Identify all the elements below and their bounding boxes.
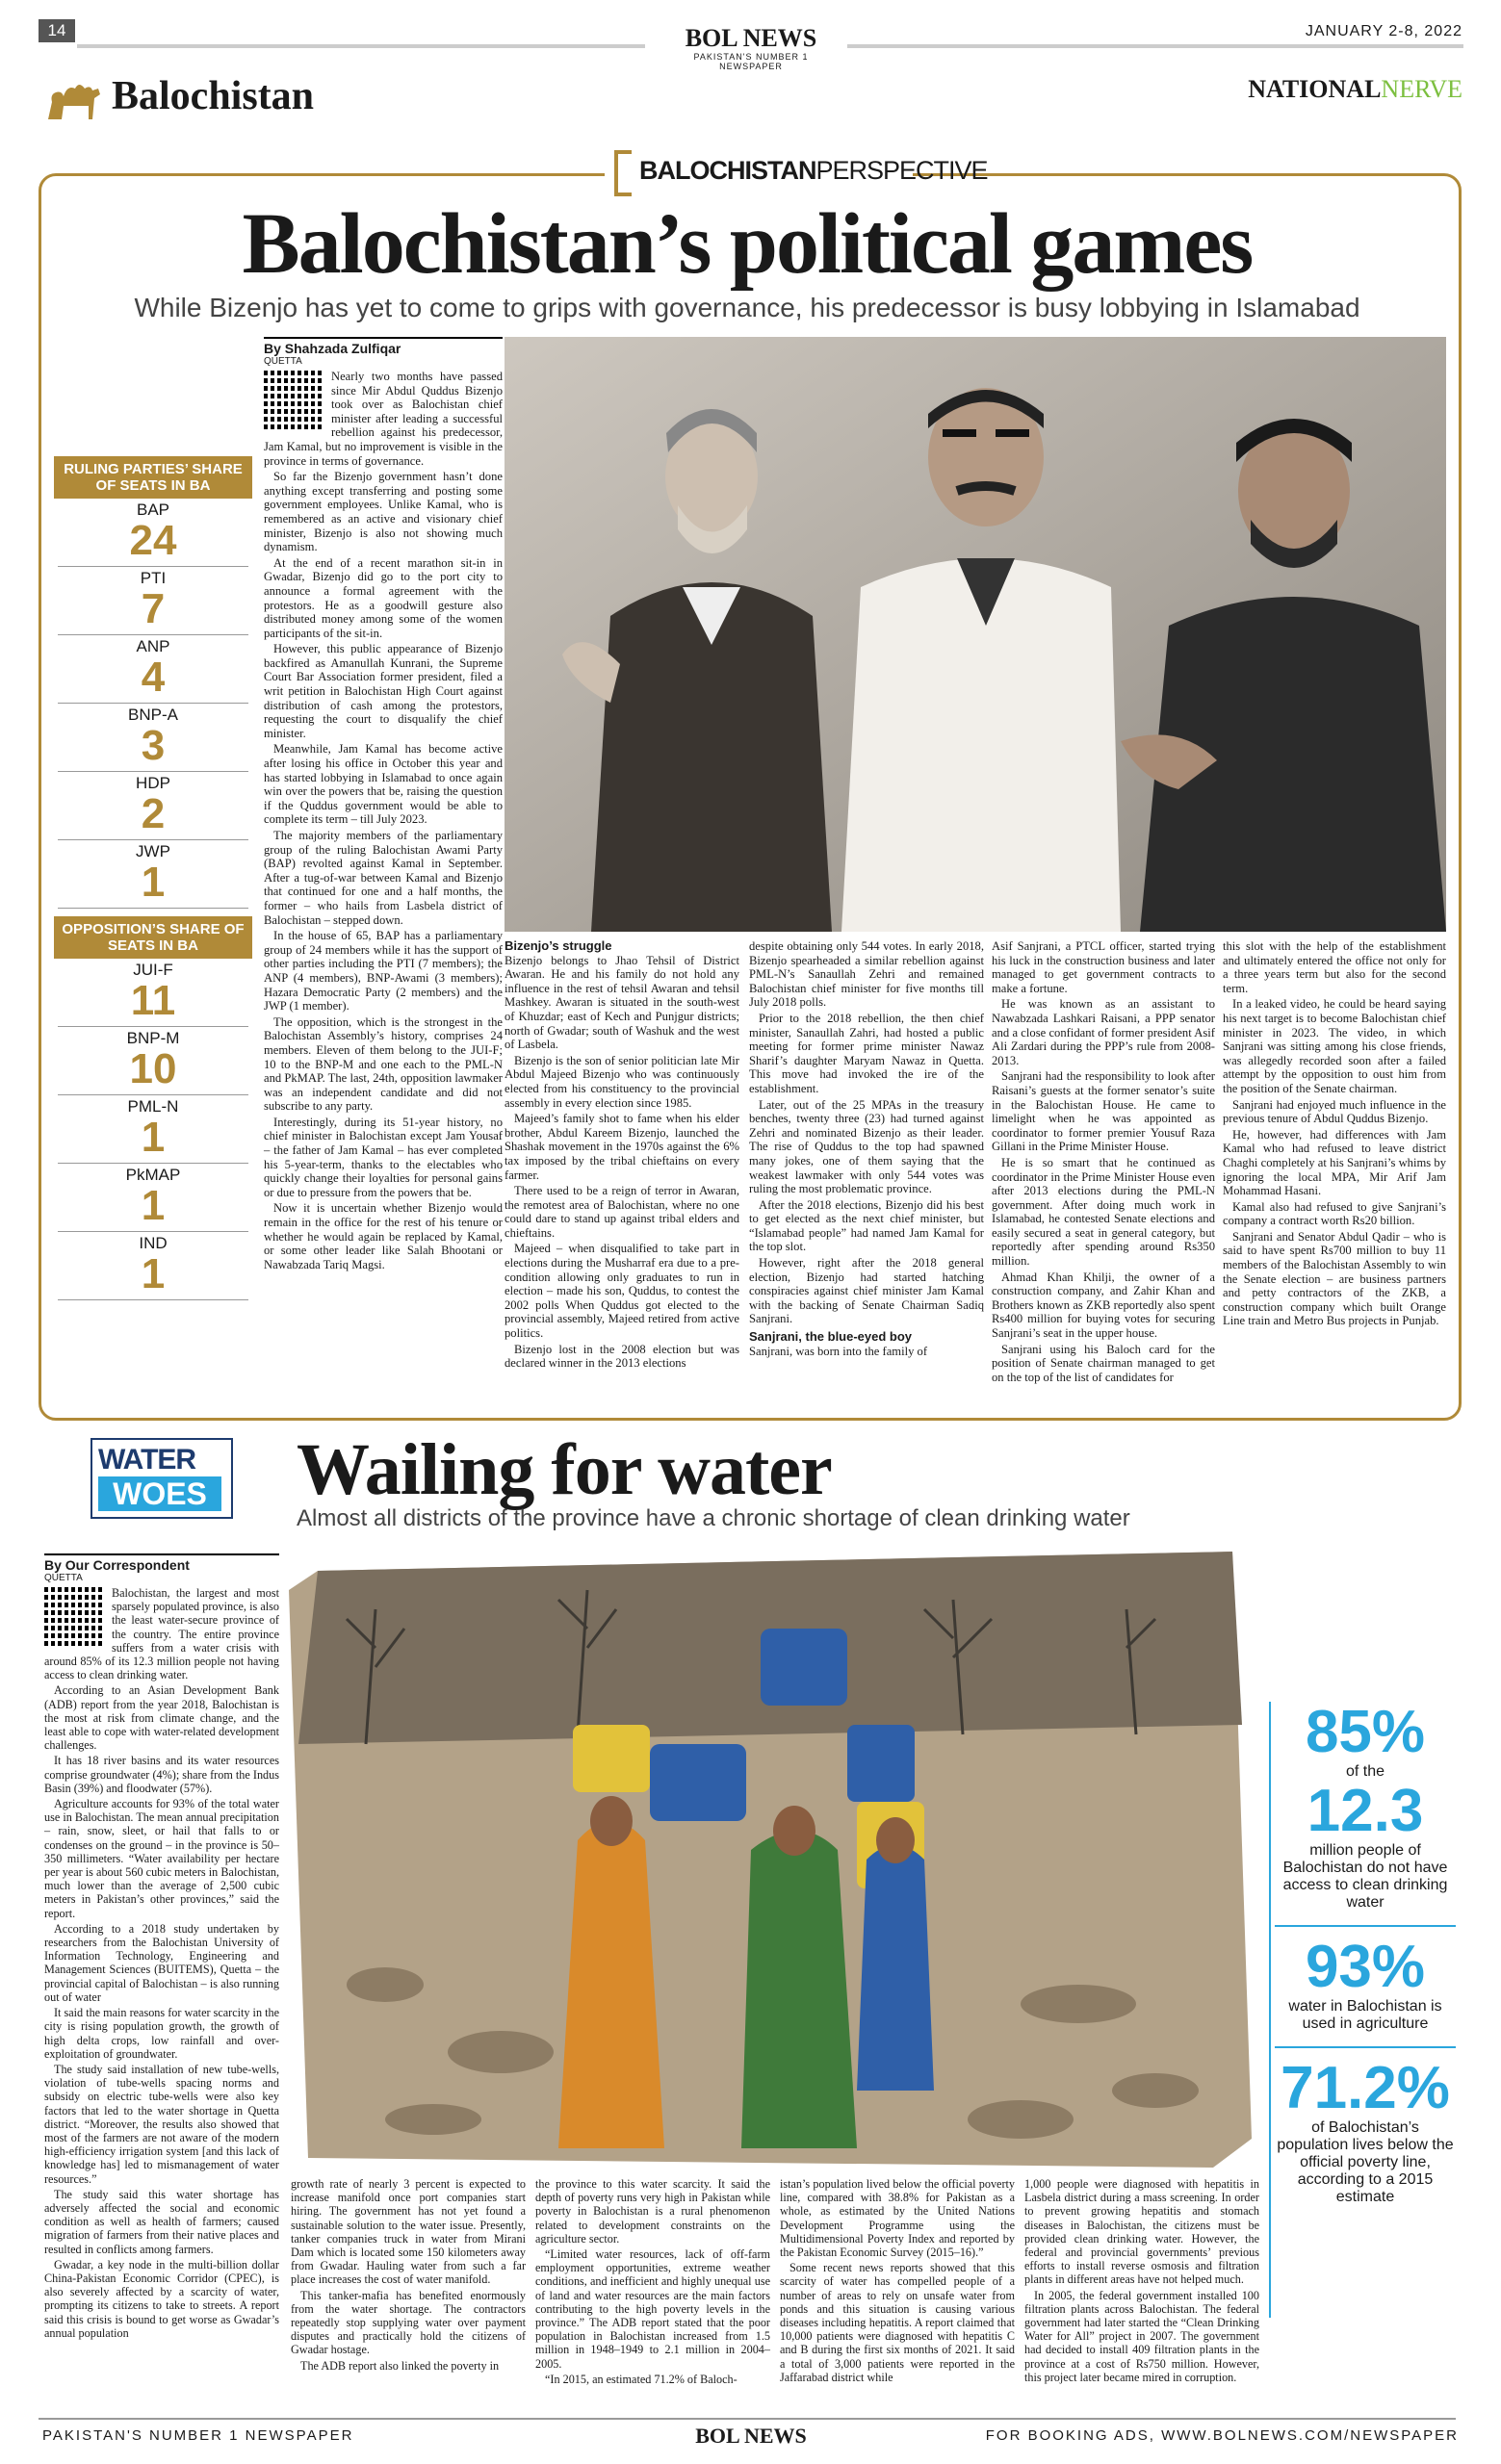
stat-label: water in Balochistan is used in agriculture	[1288, 1998, 1442, 2032]
paragraph: Gwadar, a key node in the multi-billion dollar China-Pakistan Economic Corridor (CPEC), is also severely affected by a scarcity of water, prompting its citizens to take to streets. A report said this crisis is bound to get worse as Gwadar’s annual population	[44, 2257, 279, 2340]
seat-row	[58, 772, 248, 840]
section-title: Balochistan	[112, 74, 315, 118]
story1-col2	[505, 939, 739, 1373]
story2-col5	[1024, 2177, 1259, 2386]
party-name: PTI	[140, 569, 167, 587]
paragraph: “In 2015, an estimated 71.2% of Baloch-	[545, 2372, 738, 2386]
paragraph: despite obtaining only 544 votes. In early 2018, Bizenjo spearheaded a similar rebellion against PML-N’s Sanaullah Zehri and remained Balochistan chief minister for five months till July 2018 polls.	[749, 939, 984, 1010]
stat-label: of the	[1345, 1763, 1385, 1780]
paragraph: He is so smart that he continued as coordinator in the Prime Minister House even after 2013 elections during the PML-N government. After doing much work in Islamabad, he contested Senate elections and easily secured a seat in general category, but reportedly after spending around Rs350 million.	[992, 1155, 1215, 1269]
paragraph: At the end of a recent marathon sit-in in Gwadar, Bizenjo did go to the port city to announce a formal agreement with the protestors. He as a goodwill gesture also distributed money among some of the women participants of the sit-in.	[264, 555, 503, 640]
party-name: ANP	[136, 637, 170, 655]
kicker-balochistan: BALOCHISTAN	[639, 156, 816, 185]
party-name: BNP-A	[128, 706, 178, 724]
stat-block	[1275, 1925, 1456, 2033]
paragraph: It said the main reasons for water scarcity in the city is rising population growth, the growth of high delta crops, low rainfall and over-exploitation of groundwater.	[44, 2006, 279, 2061]
stat-block	[1275, 1699, 1456, 1781]
paragraph: The ADB report also linked the poverty in	[300, 2358, 500, 2373]
seat-count: 1	[141, 1182, 166, 1229]
subhead-bizenjo-struggle: Bizenjo’s struggle	[505, 938, 612, 953]
party-name: BNP-M	[126, 1029, 180, 1047]
paragraph: Kamal also had refused to give Sanjrani’s company a contract worth Rs20 billion.	[1223, 1199, 1446, 1228]
story2-headline: Wailing for water	[297, 1429, 832, 1510]
seat-row	[58, 1027, 248, 1095]
footer-center: BOL NEWS	[695, 2424, 807, 2448]
story1-headline: Balochistan’s political games	[242, 196, 1253, 292]
stat-label: million people of Balochistan do not have access to clean drinking water	[1282, 1842, 1448, 1911]
kicker-perspective: PERSPECTIVE	[815, 156, 988, 185]
party-name: JUI-F	[133, 961, 173, 979]
paragraph: growth rate of nearly 3 percent is expected to increase manifold once port companies start hiring. The government has not yet found a sustainable solution to the water issue. Presently, tanker companies truck in water from Mirani Dam which is located some 150 kilometers away from Gwadar. Hauling water from such a far place increases the cost of water manifold.	[291, 2177, 526, 2287]
paragraph: The opposition, which is the strongest in the Balochistan Assembly’s history, comprises 24 members. Eleven of them belong to the JUI-F; 10 to the BNP-M and one each to the PML-N and PkMAP. The last, 24th, opposition lawmaker was an independent candidate and did not subscribe to any party.	[264, 1014, 503, 1114]
paragraph: According to a 2018 study undertaken by researchers from the Balochistan University of Information Technology, Engineering and Management Sciences (BUITEMS), Quetta – the provincial capital of Balochistan – is also running out of water	[44, 1921, 279, 2004]
ruling-seats-heading: RULING PARTIES’ SHARE OF SEATS IN BA	[54, 456, 252, 499]
paragraph: Prior to the 2018 rebellion, the then chief minister, Sanaullah Zahri, had hosted a public meeting for former prime minister Nawaz Sharif’s daughter Maryam Nawaz in Quetta. This move had invoked the ire of the establishment.	[749, 1011, 984, 1095]
paragraph: In the house of 65, BAP has a parliamentary group of 24 members while it has the support of other parties including the PTI (7 members); the ANP (4 members), BNP-Awami (3 members); Hazara Democratic Party (2 members) and the JWP (1 member).	[264, 929, 503, 1014]
paragraph: Sanjrani had the responsibility to look after Raisani’s guests at the former senator’s suite in the Balochistan House. He came to limelight when he was appointed as coordinator to former premier Yousuf Raza Gillani in the Prime Minister House.	[992, 1069, 1215, 1154]
politicians-photo	[505, 337, 1446, 932]
paragraph: There used to be a reign of terror in Awaran, the remotest area of Balochistan, where no one could dare to stand up against tribal elders and chieftains.	[505, 1184, 739, 1240]
header-rule-right	[847, 44, 1463, 48]
seat-count: 11	[130, 977, 176, 1024]
paragraph: Sanjrani using his Baloch card for the position of Senate chairman managed to get on the top of the list of candidates for	[992, 1342, 1215, 1384]
story1-col4	[992, 939, 1215, 1386]
byline-dateline: QUETTA	[264, 356, 302, 367]
story2-col4	[780, 2177, 1015, 2386]
paragraph: Sanjrani and Senator Abdul Qadir – who is said to have spent Rs700 million to buy 11 members of the Balochistan Assembly to win the Senate election – are business partners and petty contractors of the ZKB, a construction company which built Orange Line train and Metro Bus projects in Punjab.	[1223, 1229, 1446, 1328]
footer-rule	[39, 2418, 1456, 2420]
paragraph: The majority members of the parliamentary group of the ruling Balochistan Awami Party (BAP) revolted against Kamal in September. After a tug-of-war between Kamal and Bizenjo that continued for one and a half months, the former – who hails from Lasbela district of Balochistan – stepped down.	[264, 829, 503, 927]
page-number: 14	[39, 19, 75, 42]
party-name: PkMAP	[125, 1166, 181, 1184]
seat-count: 7	[141, 585, 166, 632]
water-woes-badge	[91, 1438, 233, 1519]
paragraph: “Limited water resources, lack of off-farm employment opportunities, extreme weather conditions, and inefficient and highly unequal use of land and water resources are the main factors contributing to the high poverty levels in the province.” The ADB report stated that the poor population in Balochistan increased from 1.5 million in 1948–1949 to 2.1 million in 2004–2005.	[535, 2247, 770, 2371]
water-photo	[289, 1552, 1252, 2168]
party-name: JWP	[136, 842, 170, 860]
story2-col2	[291, 2177, 526, 2374]
seat-row	[58, 840, 248, 909]
paragraph: Asif Sanjrani, a PTCL officer, started trying his luck in the construction business and later managed to get government contracts to make a fortune.	[992, 939, 1215, 995]
story1-col1	[264, 370, 503, 1273]
seat-count: 10	[129, 1045, 177, 1092]
party-name: PML-N	[127, 1097, 179, 1116]
paragraph: In 2005, the federal government installed 100 filtration plants across Balochistan. The federal government had later started the “Clean Drinking Water for All” project in 2007. The government had decided to install 409 filtration plants in the province at a cost of Rs750 million. However, this project later became mired in corruption.	[1024, 2288, 1259, 2384]
story2-byline	[44, 1553, 279, 1583]
badge-woes: WOES	[98, 1476, 221, 1511]
paragraph: 1,000 people were diagnosed with hepatitis in Lasbela district during a mass screening. In order to prevent growing hepatitis and stomach diseases in Balochistan, the citizens must be provided clean drinking water. However, the federal and provincial governments’ previous efforts to install reverse osmosis and filtration plants in different areas have not helped much.	[1024, 2177, 1259, 2287]
seat-count: 24	[129, 517, 177, 564]
paragraph: Later, out of the 25 MPAs in the treasury benches, twenty three (23) had turned against Zehri and nominated Bizenjo as their leader. The rise of Quddus to the top had spawned many jokes, one of them saying that the weakest lawmaker with only 544 votes was ruling the most problematic province.	[749, 1097, 984, 1196]
section-logo	[42, 65, 379, 131]
stat-value: 71.2%	[1281, 2055, 1450, 2121]
stat-label: of Balochistan’s population lives below the official poverty line, according to a 2015 estimate	[1277, 2119, 1454, 2205]
byline2-name: By Our Correspondent	[44, 1553, 279, 1573]
paragraph: Majeed – when disqualified to take part in elections during the Musharraf era due to a pre-condition allowing only graduates to run in election – made his son, Quddus, to contest the 2002 polls When Quddus got elected to the provincial assembly, Majeed retired from active politics.	[505, 1242, 739, 1341]
story2-col3	[535, 2177, 770, 2388]
seat-row	[58, 1232, 248, 1300]
camel-icon	[42, 67, 104, 129]
paragraph: Majeed’s family shot to fame when his elder brother, Abdul Kareem Bizenjo, launched the Shashak movement in the 1970s against the 6% tax imposed by the tribal chieftains on every farmer.	[505, 1112, 739, 1182]
badge-water: WATER	[98, 1444, 196, 1476]
paragraph: istan’s population lived below the official poverty line, compared with 38.8% for Pakistan as a whole, as estimated by the United Nations Development Programme using the Multidimensional Poverty Index and reported by the Pakistan Economic Survey (2015–16).”	[780, 2177, 1015, 2260]
paragraph: the province to this water scarcity. It said the depth of poverty runs very high in Pakistan while poverty in Balochistan is a rural phenomenon related to development constraints on the agriculture sector.	[535, 2177, 770, 2246]
ruling-seats-list	[54, 499, 252, 909]
paragraph: Nearly two months have passed since Mir Abdul Quddus Bizenjo took over as Balochistan chief minister after leading a successful rebellion against his predecessor, Jam Kamal, but no improvement is visible in the province in terms of governance.	[264, 370, 503, 468]
paragraph: Bizenjo belongs to Jhao Tehsil of District Awaran. He and his family do not hold any influence in the rest of tehsil Awaran and tehsil Mashkey. Awaran is situated in the south-west of Khuzdar; east of Kech and Punjgur districts; north of Gwadar; south of Washuk and the west of Lasbela.	[505, 953, 739, 1052]
stat-value: 12.3	[1307, 1778, 1424, 1844]
header-rule-left	[77, 44, 645, 48]
water-photo-illustration	[289, 1552, 1252, 2168]
paragraph: He was known as an assistant to Nawabzada Lashkari Raisani, a PPP senator and a close confidant of former president Asif Ali Zardari during the PPP’s rule from 2008-2013.	[992, 997, 1215, 1067]
paragraph: In a leaked video, he could be heard saying his next target is to become Balochistan chief minister in 2023. The video, in which Sanjrani was sitting among his close friends, was allegedly recorded soon after a failed attempt by the opposition to oust him from the position of the Senate chairman.	[1223, 997, 1446, 1095]
paragraph: Ahmad Khan Khilji, the owner of a construction company, and Zahir Khan and Brothers known as ZKB reportedly also spent Rs400 million for buying votes for securing Sanjrani’s seat in the upper house.	[992, 1270, 1215, 1341]
seat-row	[58, 567, 248, 635]
paragraph: Agriculture accounts for 93% of the total water use in Balochistan. The mean annual precipitation – rain, snow, sleet, or hail that falls to or condenses on the ground – in the province is 50–350 millimeters. “Water availability per hectare per year is about 560 cubic meters in Balochistan, much lower than the average of 2,500 cubic meters in Pakistan’s other provinces,” said the report.	[44, 1797, 279, 1920]
stat-block	[1275, 1778, 1456, 1912]
seats-sidebar	[54, 456, 252, 1300]
paragraph: this slot with the help of the establishment and ultimately entered the office not only for a three years term but also for the second term.	[1223, 939, 1446, 995]
opposition-seats-list	[54, 959, 252, 1300]
photo-illustration	[505, 337, 1446, 932]
paragraph: The study said this water shortage has adversely affected the social and economic condition as well as health of farmers; caused migration of farmers from their native places and resulted in conflicts among farmers.	[44, 2187, 279, 2256]
story2-subhead: Almost all districts of the province have a chronic shortage of clean drinking water	[297, 1505, 1130, 1531]
paragraph: So far the Bizenjo government hasn’t done anything except transferring and posting some government employees. Unlike Kamal, who is remembered as an active and visionary chief minister, Bizenjo is also not showing much dynamism.	[264, 470, 503, 554]
party-name: IND	[139, 1234, 168, 1252]
party-name: HDP	[136, 774, 170, 792]
national-nerve-logo	[1248, 75, 1462, 104]
qr-code	[264, 370, 323, 429]
qr-code-2	[44, 1586, 104, 1646]
seat-count: 1	[141, 1250, 166, 1297]
paragraph: Bizenjo lost in the 2008 election but was declared winner in the 2013 elections	[505, 1342, 739, 1371]
paragraph: After the 2018 elections, Bizenjo did his best to get elected as the next chief minister, but “Islamabad people” had named Jam Kamal for the top slot.	[749, 1197, 984, 1254]
paragraph: Meanwhile, Jam Kamal has become active after losing his office in October this year and has started lobbying in Islamabad to once again win over the powers that be, raising the question if the Quddus government would be able to complete its term – till July 2023.	[264, 742, 503, 827]
stat-value: 93%	[1305, 1934, 1426, 2000]
paragraph: This tanker-mafia has benefited enormously from the water shortage. The contractors repeatedly stop supplying water over payment disputes and practically hold the citizens of Gwadar hostage.	[291, 2288, 526, 2357]
stats-list	[1275, 1699, 1456, 2206]
story1-col5	[1223, 939, 1446, 1330]
byline2-dateline: QUETTA	[44, 1573, 83, 1583]
paragraph: Some recent news reports showed that this scarcity of water has compelled people of a number of areas to rely on unsafe water from ponds and this situation is causing various diseases including hepatitis. A report claimed that 10,000 patients were diagnosed with hepatitis C and B during the first six months of 2021. It said a total of 3,000 patients were reported in the Jaffarabad district while	[780, 2261, 1015, 2384]
masthead-tagline: PAKISTAN'S NUMBER 1 NEWSPAPER	[693, 52, 809, 71]
seat-row	[58, 1095, 248, 1164]
seat-row	[58, 499, 248, 567]
story1-col3	[749, 939, 984, 1360]
subhead-sanjrani: Sanjrani, the blue-eyed boy	[749, 1329, 913, 1345]
seat-row	[58, 704, 248, 772]
stats-panel	[1269, 1699, 1456, 2318]
masthead	[664, 25, 838, 71]
footer-left: PAKISTAN'S NUMBER 1 NEWSPAPER	[42, 2427, 354, 2444]
stat-block	[1275, 2046, 1456, 2206]
paragraph: However, this public appearance of Bizenjo backfired as Amanullah Kunrani, the Supreme Court Bar Association former president, filed a writ petition in Balochistan High Court against distribution of cash among the protestors, requesting the court to disqualify the chief minister.	[264, 642, 503, 740]
paragraph: Now it is uncertain whether Bizenjo would remain in the office for the rest of his tenure or whether he would again be replaced by Kamal, or some other leader like Salah Bhootani or Nawabzada Tariq Magsi.	[264, 1201, 503, 1271]
paragraph: The study said installation of new tube-wells, violation of tube-wells spacing norms and subsidy on electric tube-wells were also key factors that led to the water shortage in Quetta district. “Moreover, the results also showed that most of the farmers are not aware of the modern high-efficiency irrigation system [and this lack of knowledge has] led to mismanagement of water resources.”	[44, 2062, 279, 2186]
story1-kicker	[605, 144, 988, 202]
masthead-title: BOL NEWS	[685, 24, 817, 52]
opposition-seats-heading: OPPOSITION’S SHARE OF SEATS IN BA	[54, 916, 252, 959]
footer-right: FOR BOOKING ADS, WWW.BOLNEWS.COM/NEWSPAPER	[985, 2427, 1459, 2444]
seat-row	[58, 959, 248, 1027]
col3-tail: Sanjrani, was born into the family of	[749, 1344, 928, 1358]
paragraph: Sanjrani had enjoyed much influence in the previous tenure of Abdul Quddus Bizenjo.	[1223, 1097, 1446, 1126]
seat-count: 2	[141, 790, 166, 837]
seat-count: 1	[141, 1114, 166, 1161]
paragraph: Bizenjo is the son of senior politician late Mir Abdul Majeed Bizenjo who was continuously elected from his constituency to the provincial assembly in every election since 1985.	[505, 1053, 739, 1110]
seat-count: 1	[141, 859, 166, 906]
issue-date: JANUARY 2-8, 2022	[1305, 23, 1462, 39]
national-label: NATIONAL	[1248, 75, 1382, 103]
byline-name: By Shahzada Zulfiqar	[264, 337, 503, 356]
seat-count: 4	[141, 654, 166, 701]
paragraph: However, right after the 2018 general election, Bizenjo had started hatching conspiracies against chief minister Jam Kamal with the backing of Senate Chairman Sadiq Sanjrani.	[749, 1256, 984, 1326]
story2-col1	[44, 1586, 279, 2342]
party-name: BAP	[136, 500, 170, 519]
paragraph: He, however, had differences with Jam Kamal who had refused to leave district Chaghi completely at his Sanjrani’s whims by ignoring the local MPA, Mir Arif Jam Mohammad Hasani.	[1223, 1127, 1446, 1198]
stat-value: 85%	[1305, 1699, 1426, 1765]
seat-row	[58, 635, 248, 704]
paragraph: It has 18 river basins and its water resources comprise groundwater (4%); share from the Indus Basin (39%) and floodwater (57%).	[44, 1754, 279, 1795]
paragraph: Balochistan, the largest and most sparsely populated province, is also the least water-secure province of the country. The entire province suffers from a water crisis with around 85% of its 12.3 million people not having access to clean drinking water.	[44, 1586, 279, 1682]
story1-byline	[264, 337, 503, 367]
seat-count: 3	[141, 722, 166, 769]
story1-subhead: While Bizenjo has yet to come to grips with governance, his predecessor is busy lobbying in Islamabad	[134, 293, 1360, 322]
seat-row	[58, 1164, 248, 1232]
paragraph: According to an Asian Development Bank (ADB) report from the year 2018, Balochistan is the most at risk from climate change, and the least able to cope with water-related development challenges.	[44, 1683, 279, 1753]
nerve-label: NERVE	[1381, 75, 1462, 103]
paragraph: Interestingly, during its 51-year history, no chief minister in Balochistan except Jam Yousaf – the father of Jam Kamal – has ever completed his 5-year-term, thanks to the electables who quickly change their loyalties for personal gains or due to pressure from the powers that be.	[264, 1115, 503, 1199]
